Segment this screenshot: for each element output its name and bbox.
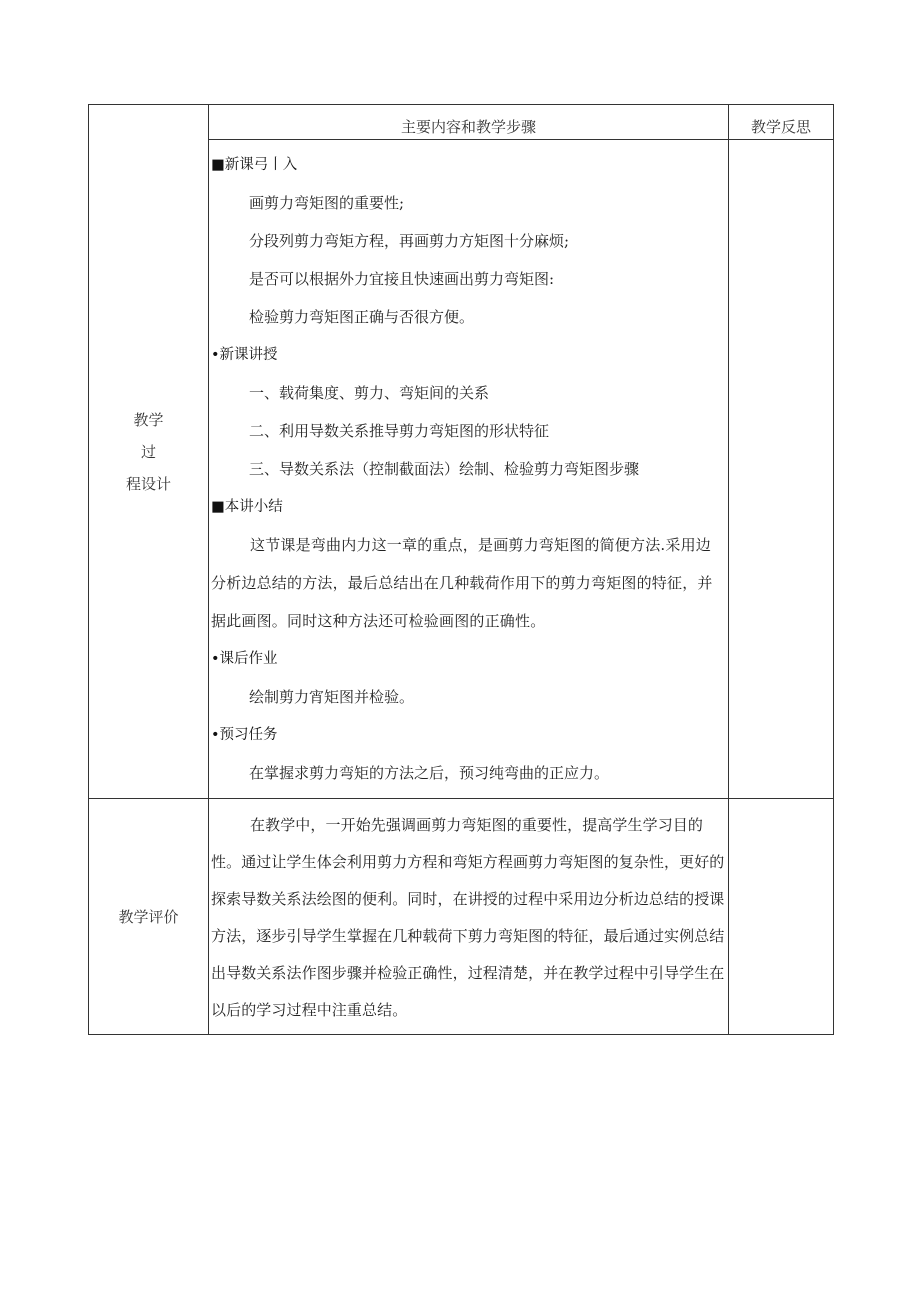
teach-item-3: 三、导数关系法（控制截面法）绘制、检验剪力弯矩图步骤 [249,460,640,478]
process-label-cell [89,105,209,799]
evaluation-content-cell [209,799,729,1035]
summary-heading: ■本讲小结 [211,499,283,515]
homework-text: 绘制剪力宵矩图并检验。 [249,688,415,706]
intro-item-1: 画剪力弯矩图的重要性; [249,194,405,212]
main-content-body [209,140,728,798]
intro-item-3: 是否可以根据外力宜接且快速画出剪力弯矩图: [249,270,555,288]
teach-heading: •新课讲授 [211,347,278,363]
lesson-plan-table [88,104,834,1035]
teach-item-2: 二、利用导数关系推导剪力弯矩图的形状特征 [249,422,550,440]
evaluation-reflection-cell [729,799,834,1035]
reflection-header: 教学反思 [729,105,833,140]
main-content-header: 主要内容和教学步骤 [209,105,728,140]
intro-item-4: 检验剪力弯矩图正确与否很方便。 [249,308,475,326]
process-row [89,105,834,799]
teach-item-1: 一、载荷集度、剪力、弯矩间的关系 [249,384,490,402]
evaluation-row [89,799,834,1035]
summary-paragraph: 这节课是弯曲内力这一章的重点，是画剪力弯矩图的简便方法.采用边分析边总结的方法，最后总结出在几种载荷作用下的剪力弯矩图的特征，并据此画图。同时这种方法还可检验画图的正确性。 [211,536,713,630]
process-label-line-1: 教学 [133,410,164,429]
intro-item-2: 分段列剪力弯矩方程，再画剪力方矩图十分麻烦; [249,232,570,250]
evaluation-paragraph: 在教学中，一开始先强调画剪力弯矩图的重要性，提高学生学习目的性。通过让学生体会利用剪力方程和弯矩方程画剪力弯矩图的复杂性，更好的探索导数关系法绘图的便利。同时，在讲授的过程中采用边分析边总结的授课方法，逐步引导学生掌握在几种载荷下剪力弯矩图的特征，最后通过实例总结出导数关系法作图步骤并检验正确性，过程清楚，并在教学过程中引导学生在以后的学习过程中注重总结。 [211,816,725,1019]
evaluation-label-cell [89,799,209,1035]
reflection-cell [729,105,834,799]
preview-heading: •预习任务 [211,727,278,743]
main-content-cell [209,105,729,799]
process-label-line-3: 程设计 [125,474,171,493]
intro-heading: ■新课弓丨入 [211,157,298,173]
homework-heading: •课后作业 [211,651,278,667]
evaluation-label: 教学评价 [118,907,179,926]
process-label-line-2: 过 [140,442,156,461]
preview-text: 在掌握求剪力弯矩的方法之后，预习纯弯曲的正应力。 [249,764,610,782]
